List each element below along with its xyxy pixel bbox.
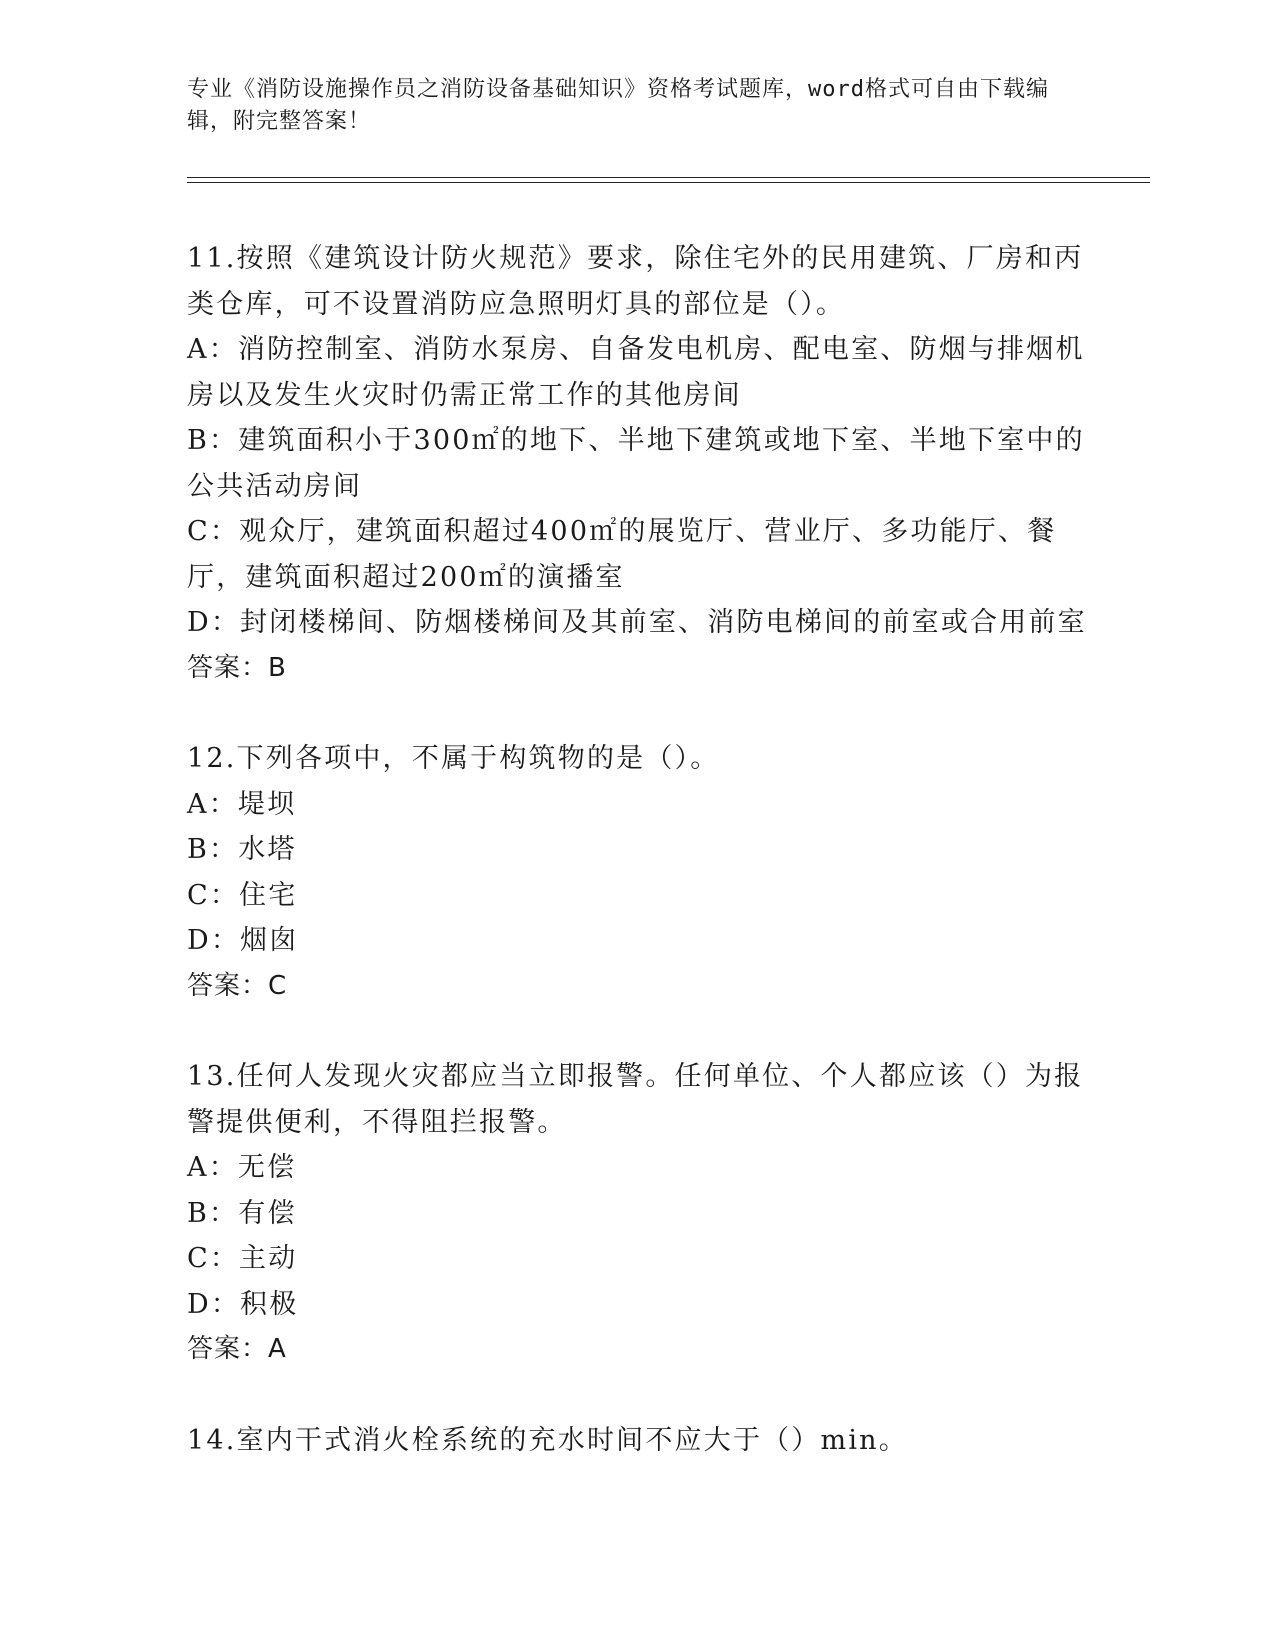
spacer xyxy=(187,1009,1087,1054)
spacer xyxy=(187,691,1087,736)
option-c: C：主动 xyxy=(187,1243,298,1274)
document-header: 专业《消防设施操作员之消防设备基础知识》资格考试题库，word格式可自由下载编辑，附完整答案！ xyxy=(187,77,1049,134)
option-d: D：封闭楼梯间、防烟楼梯间及其前室、消防电梯间的前室或合用前室 xyxy=(187,607,1087,638)
option-c: C：住宅 xyxy=(187,879,298,911)
spacer xyxy=(187,1373,1087,1418)
question-text: 12.下列各项中，不属于构筑物的是（）。 xyxy=(187,743,720,774)
answer-label: 答案：A xyxy=(187,1334,287,1364)
question-text: 14.室内干式消火栓系统的充水时间不应大于（）min。 xyxy=(187,1424,908,1456)
option-b: B：水塔 xyxy=(187,834,297,865)
question-text: 11.按照《建筑设计防火规范》要求，除住宅外的民用建筑、厂房和丙类仓库，可不设置消防应急照明灯具的部位是（）。 xyxy=(187,243,1084,320)
question-11 xyxy=(187,236,1087,691)
option-a: A：无偿 xyxy=(187,1152,297,1183)
question-13 xyxy=(187,1054,1087,1373)
option-d: D：烟囱 xyxy=(187,925,299,956)
question-14 xyxy=(187,1418,1087,1464)
option-a: A：消防控制室、消防水泵房、自备发电机房、配电室、防烟与排烟机房以及发生火灾时仍需正常工作的其他房间 xyxy=(187,334,1085,411)
answer-label: 答案：B xyxy=(187,652,287,683)
option-a: A：堤坝 xyxy=(187,788,297,820)
question-text: 13.任何人发现火灾都应当立即报警。任何单位、个人都应该（）为报警提供便利，不得阻拦报警。 xyxy=(187,1061,1084,1138)
answer-label: 答案：C xyxy=(187,970,288,1001)
question-list xyxy=(187,236,1087,1463)
question-12 xyxy=(187,736,1087,1009)
header-divider-line xyxy=(187,177,1150,178)
option-b: B：有偿 xyxy=(187,1197,297,1229)
option-c: C：观众厅，建筑面积超过400㎡的展览厅、营业厅、多功能厅、餐厅，建筑面积超过200㎡的演播室 xyxy=(187,516,1057,593)
header-divider-line-2 xyxy=(187,182,1150,183)
option-b: B：建筑面积小于300㎡的地下、半地下建筑或地下室、半地下室中的公共活动房间 xyxy=(187,425,1085,502)
option-d: D：积极 xyxy=(187,1288,299,1320)
